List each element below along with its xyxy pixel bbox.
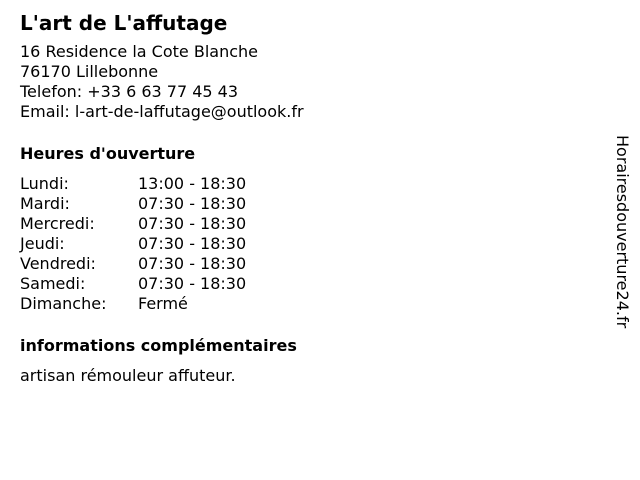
additional-info-text: artisan rémouleur affuteur. (20, 366, 236, 385)
site-watermark: Horairesdouverture24.fr (613, 135, 632, 329)
hours-day: Lundi: (20, 174, 69, 193)
hours-time: Fermé (138, 294, 188, 313)
hours-day: Dimanche: (20, 294, 107, 313)
hours-row-saturday (20, 274, 600, 294)
hours-day: Mardi: (20, 194, 70, 213)
hours-row-sunday (20, 294, 600, 314)
hours-day: Jeudi: (20, 234, 65, 253)
hours-row-friday (20, 254, 600, 274)
email-address: Email: l-art-de-laffutage@outlook.fr (20, 102, 304, 121)
hours-row-thursday (20, 234, 600, 254)
hours-day: Samedi: (20, 274, 86, 293)
opening-hours-table (20, 174, 600, 314)
address-city: 76170 Lillebonne (20, 62, 159, 81)
hours-row-tuesday (20, 194, 600, 214)
hours-time: 07:30 - 18:30 (138, 254, 247, 273)
business-details (20, 10, 600, 386)
address-street: 16 Residence la Cote Blanche (20, 42, 258, 61)
hours-time: 07:30 - 18:30 (138, 234, 247, 253)
business-name: L'art de L'affutage (20, 11, 228, 35)
hours-time: 07:30 - 18:30 (138, 194, 247, 213)
hours-day: Mercredi: (20, 214, 95, 233)
hours-time: 07:30 - 18:30 (138, 274, 247, 293)
additional-info-title: informations complémentaires (20, 336, 297, 355)
hours-row-monday (20, 174, 600, 194)
hours-day: Vendredi: (20, 254, 96, 273)
hours-time: 07:30 - 18:30 (138, 214, 247, 233)
phone-number: Telefon: +33 6 63 77 45 43 (20, 82, 239, 101)
hours-time: 13:00 - 18:30 (138, 174, 247, 193)
opening-hours-title: Heures d'ouverture (20, 144, 196, 163)
hours-row-wednesday (20, 214, 600, 234)
